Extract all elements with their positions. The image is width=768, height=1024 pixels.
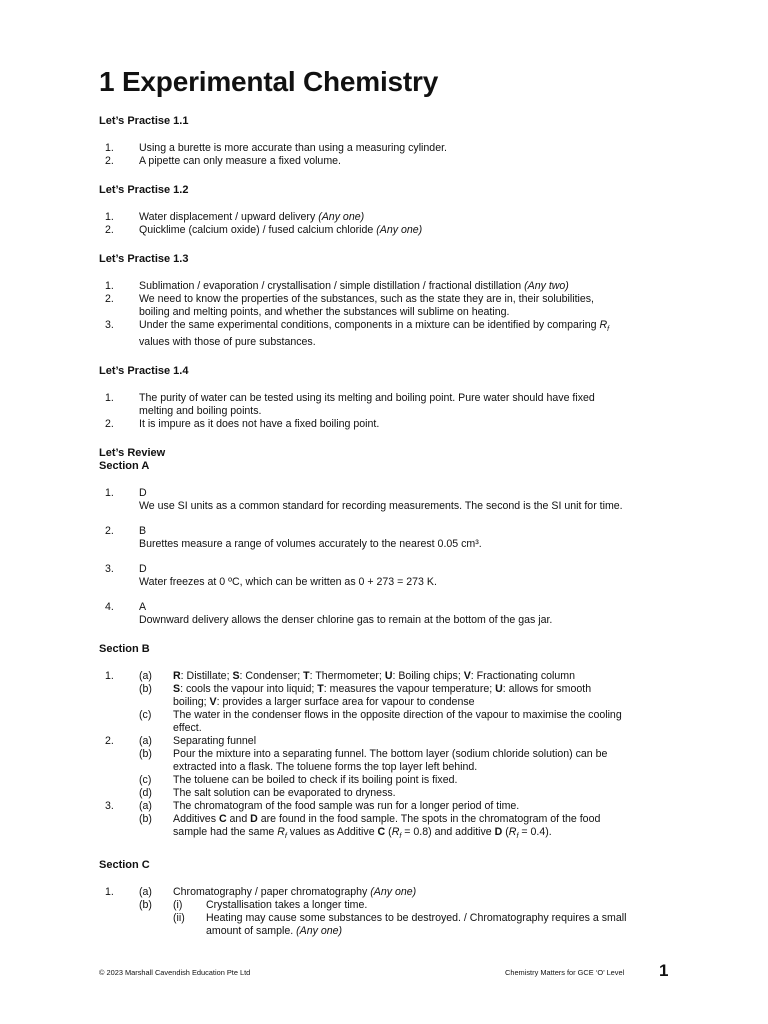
section-c-item: 1. (a) Chromatography / paper chromatography (Any one) [105, 886, 417, 899]
section-a-item: 1. D We use SI units as a common standard for recording measurements. The second is the SI unit for time. [105, 487, 623, 513]
practise-1-3-heading: Let’s Practise 1.3 [99, 253, 189, 265]
section-a-item: 2. B Burettes measure a range of volumes accurately to the nearest 0.05 cm³. [105, 525, 482, 551]
section-a-item: 4. A Downward delivery allows the denser chlorine gas to remain at the bottom of the gas jar. [105, 601, 553, 627]
section-b-subitem: (b) Pour the mixture into a separating funnel. The bottom layer (sodium chloride solution) can be extracted into a flask. The toluene forms the top layer left behind. [139, 748, 608, 774]
section-a-heading: Section A [99, 460, 150, 473]
list-item: 2. It is impure as it does not have a fixed boiling point. [105, 418, 380, 431]
section-b-item: 3. (a) The chromatogram of the food sample was run for a longer period of time. [105, 800, 520, 813]
practise-1-1-heading: Let’s Practise 1.1 [99, 115, 189, 127]
list-item: 1. Water displacement / upward delivery (Any one) [105, 211, 365, 223]
section-b-subitem: (b) S: cools the vapour into liquid; T: measures the vapour temperature; U: allows for smooth boiling; V: provides a larger surface area for vapour to condense [139, 683, 592, 709]
list-item: 2. We need to know the properties of the substances, such as the state they are in, their solubilities, boiling and melting points, and whether the substances will sublime on heating. [105, 293, 595, 318]
list-item: 2. A pipette can only measure a fixed volume. [105, 155, 341, 167]
list-item: 2. Quicklime (calcium oxide) / fused calcium chloride (Any one) [105, 224, 423, 236]
list-item: 3. Under the same experimental conditions, components in a mixture can be identified by comparing $R_f$ values with those of pure substances. [105, 319, 610, 349]
list-item: 1. The purity of water can be tested using its melting and boiling point. Pure water should have fixed melting and boiling points. [105, 392, 595, 418]
section-b-item: 1. (a) R: Distillate; S: Condenser; T: Thermometer; U: Boiling chips; V: Fractionating column [105, 670, 576, 683]
section-a-item: 3. D Water freezes at 0 ºC, which can be written as 0 + 273 = 273 K. [105, 563, 437, 589]
footer-book-title: Chemistry Matters for GCE ‘O’ Level [505, 968, 625, 977]
section-b-heading: Section B [99, 643, 150, 656]
review-heading: Let’s Review [99, 447, 166, 460]
section-b-subitem: (b) Additives C and D are found in the food sample. The spots in the chromatogram of the food sample had the same $R_f$ values as Additive C $(R_f = 0.8)$ and additive D $(R_f = 0.4)$. [139, 813, 601, 841]
section-b-subitem: (d) The salt solution can be evaporated to dryness. [139, 787, 396, 800]
section-c-subitem: (ii) Heating may cause some substances to be destroyed. / Chromatography requires a small amount of sample. (Any one) [173, 912, 627, 938]
page-number: 1 [659, 961, 669, 980]
section-b-subitem: (c) The toluene can be boiled to check if its boiling point is fixed. [139, 774, 458, 787]
section-c-subitem: (b) (i) Crystallisation takes a longer time. [139, 899, 368, 912]
list-item: 1. Sublimation / evaporation / crystallisation / simple distillation / fractional distillation (Any two) [105, 280, 569, 292]
list-item: 1. Using a burette is more accurate than using a measuring cylinder. [105, 142, 447, 154]
practise-1-4-heading: Let’s Practise 1.4 [99, 365, 189, 378]
footer-copyright: © 2023 Marshall Cavendish Education Pte Ltd [99, 968, 251, 977]
section-b-item: 2. (a) Separating funnel [105, 735, 257, 748]
section-b-subitem: (c) The water in the condenser flows in the opposite direction of the vapour to maximise the cooling effect. [139, 709, 622, 735]
document-page [99, 66, 669, 938]
page-title: 1 Experimental Chemistry [99, 66, 439, 97]
section-c-heading: Section C [99, 859, 150, 872]
practise-1-2-heading: Let’s Practise 1.2 [99, 184, 189, 196]
